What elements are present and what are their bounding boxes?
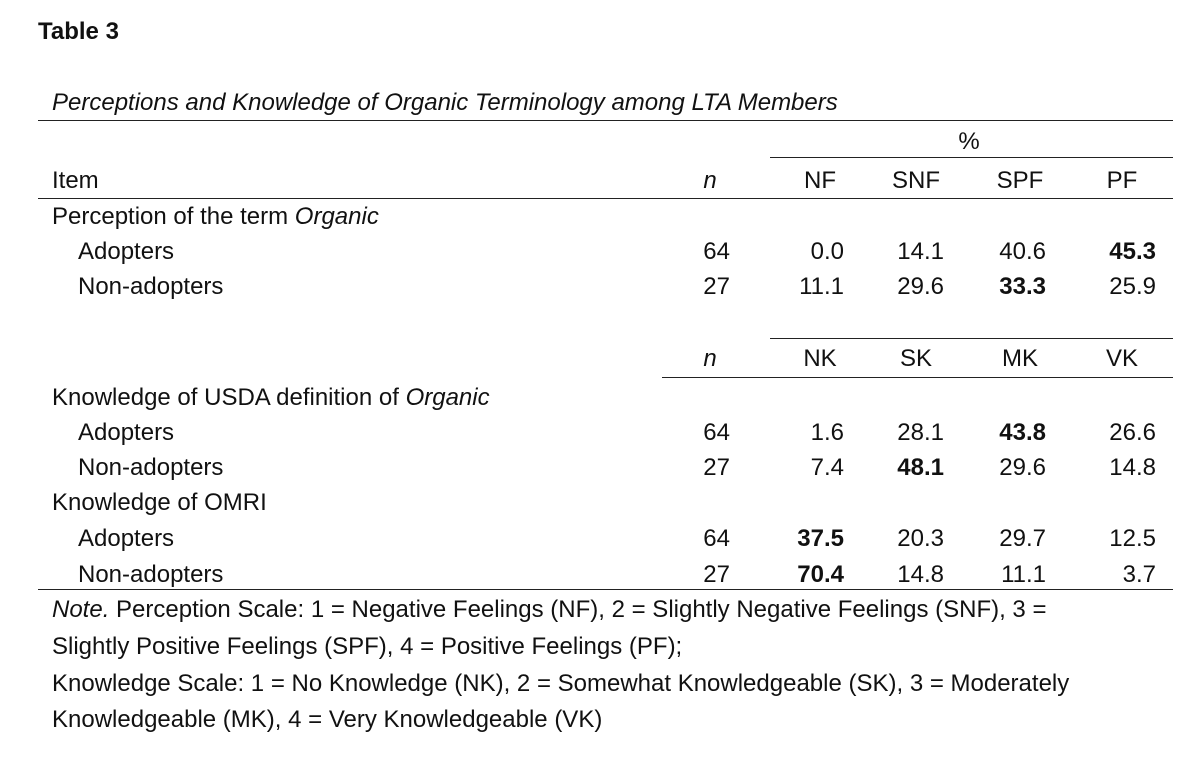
cell-mk: 29.7: [999, 525, 1046, 552]
cell-snf: 14.1: [897, 238, 944, 265]
col-header-mk: MK: [1002, 345, 1038, 372]
col-header-spf: SPF: [996, 167, 1044, 194]
section-label: Knowledge of USDA definition of Organic: [52, 384, 490, 411]
table-label: Table 3: [38, 18, 119, 45]
cell-vk: 12.5: [1109, 525, 1156, 552]
row-n: 27: [703, 454, 730, 481]
table-note-line: Knowledgeable (MK), 4 = Very Knowledgeable (VK): [52, 706, 603, 733]
cell-nf: 0.0: [810, 238, 844, 265]
cell-sk: 20.3: [897, 525, 944, 552]
cell-sk: 28.1: [897, 419, 944, 446]
percent-underline: [770, 157, 1173, 158]
item-header: Item: [52, 167, 99, 194]
col-header-pf: PF: [1106, 167, 1138, 194]
cell-nk: 7.4: [810, 454, 844, 481]
cell-nk: 37.5: [797, 525, 844, 552]
row-group: Non-adopters: [78, 454, 224, 481]
cell-nf: 11.1: [799, 273, 844, 300]
row-group: Adopters: [78, 419, 175, 446]
n-header: n: [703, 345, 717, 372]
bottom-rule: [38, 589, 1173, 590]
cell-nk: 70.4: [797, 561, 844, 588]
header-rule: [38, 198, 1173, 199]
percent-header: %: [958, 128, 980, 155]
n-header: n: [703, 167, 717, 194]
col-header-nk: NK: [803, 345, 837, 372]
row-n: 64: [703, 419, 730, 446]
cell-vk: 14.8: [1109, 454, 1156, 481]
cell-spf: 33.3: [999, 273, 1046, 300]
cell-sk: 14.8: [897, 561, 944, 588]
cell-mk: 43.8: [999, 419, 1046, 446]
cell-sk: 48.1: [897, 454, 944, 481]
row-group: Adopters: [78, 525, 175, 552]
row-group: Non-adopters: [78, 561, 224, 588]
table-title: Perceptions and Knowledge of Organic Terminology among LTA Members: [52, 89, 838, 116]
col-header-vk: VK: [1105, 345, 1138, 372]
row-n: 27: [703, 561, 730, 588]
row-group: Adopters: [78, 238, 175, 265]
row-n: 64: [703, 525, 730, 552]
cell-nk: 1.6: [810, 419, 844, 446]
section-label: Knowledge of OMRI: [52, 489, 267, 516]
table-note-line: Slightly Positive Feelings (SPF), 4 = Positive Feelings (PF);: [52, 633, 683, 660]
cell-mk: 29.6: [999, 454, 1046, 481]
cell-vk: 26.6: [1109, 419, 1156, 446]
cell-spf: 40.6: [999, 238, 1046, 265]
cell-snf: 29.6: [897, 273, 944, 300]
top-rule: [38, 120, 1173, 121]
row-n: 27: [703, 273, 730, 300]
knowledge-top-rule: [770, 338, 1173, 339]
col-header-snf: SNF: [892, 167, 940, 194]
table-note-line: Knowledge Scale: 1 = No Knowledge (NK), 2 = Somewhat Knowledgeable (SK), 3 = Moderately: [52, 670, 1070, 697]
cell-pf: 45.3: [1109, 238, 1156, 265]
row-group: Non-adopters: [78, 273, 224, 300]
cell-vk: 3.7: [1122, 561, 1156, 588]
col-header-nf: NF: [804, 167, 836, 194]
section-label: Perception of the term Organic: [52, 203, 379, 230]
knowledge-header-rule: [662, 377, 1173, 378]
cell-pf: 25.9: [1109, 273, 1156, 300]
table-note: Note. Perception Scale: 1 = Negative Feelings (NF), 2 = Slightly Negative Feelings (SNF), 3 =: [52, 596, 1047, 623]
col-header-sk: SK: [899, 345, 932, 372]
cell-mk: 11.1: [1001, 561, 1046, 588]
row-n: 64: [703, 238, 730, 265]
